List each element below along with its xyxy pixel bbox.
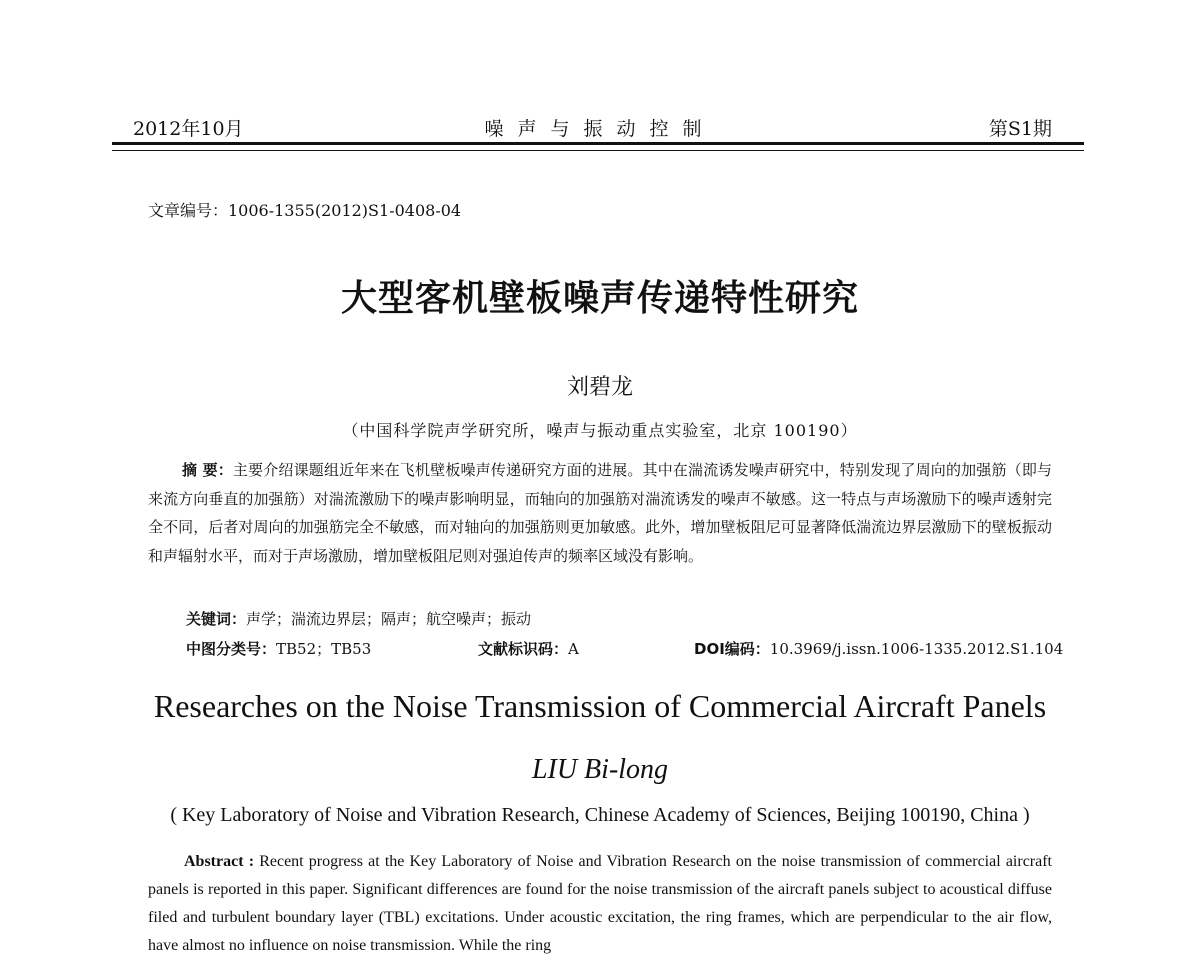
chinese-abstract-label: 摘 要： — [182, 461, 233, 479]
keywords-label: 关键词： — [186, 610, 247, 628]
chinese-keywords — [186, 608, 531, 629]
english-affiliation: ( Key Laboratory of Noise and Vibration Research, Chinese Academy of Sciences, Beijing 100190, China ) — [170, 804, 1030, 826]
chinese-title: 大型客机壁板噪声传递特性研究 — [340, 278, 859, 319]
english-abstract — [148, 848, 1052, 960]
article-number: 文章编号：1006-1355(2012)S1-0408-04 — [148, 201, 462, 220]
header-journal-title: 噪声与振动控制 — [484, 118, 716, 140]
doi-label: DOI编码： — [694, 640, 770, 658]
document-code — [478, 638, 579, 659]
classification-label: 中图分类号： — [186, 640, 277, 658]
chinese-affiliation: （中国科学院声学研究所，噪声与振动重点实验室，北京 100190） — [342, 421, 858, 440]
header-rule-thin — [112, 150, 1084, 151]
english-abstract-label: Abstract : — [184, 853, 255, 870]
header-rule-thick — [112, 142, 1084, 145]
chinese-abstract — [148, 456, 1052, 570]
classification-value: TB52；TB53 — [276, 640, 372, 658]
chinese-author: 刘碧龙 — [566, 375, 633, 400]
english-abstract-text: Recent progress at the Key Laboratory of Noise and Vibration Research on the noise transmission of commercial aircraft panels is reported in this paper. Significant differences are found for the noise transmission of the aircraft panels subject to acoustical diffuse filed and turbulent boundary layer (TBL) excitations. Under acoustic excitation, the ring frames, which are perpendicular to the air flow, have almost no influence on noise transmission. While the ring — [148, 853, 1052, 954]
document-code-value: A — [568, 640, 579, 658]
header-date: 2012年10月 — [133, 118, 244, 140]
english-author: LIU Bi-long — [531, 754, 669, 785]
classification-number — [186, 638, 371, 659]
chinese-abstract-text: 主要介绍课题组近年来在飞机壁板噪声传递研究方面的进展。其中在湍流诱发噪声研究中，特别发现了周向的加强筋（即与来流方向垂直的加强筋）对湍流激励下的噪声影响明显，而轴向的加强筋对湍流诱发的噪声不敏感。这一特点与声场激励下的噪声透射完全不同，后者对周向的加强筋完全不敏感，而对轴向的加强筋则更加敏感。此外，增加壁板阻尼可显著降低湍流边界层激励下的壁板振动和声辐射水平，而对于声场激励，增加壁板阻尼则对强迫传声的频率区域没有影响。 — [148, 461, 1052, 565]
keywords-value: 声学；湍流边界层；隔声；航空噪声；振动 — [246, 610, 532, 628]
english-title: Researches on the Noise Transmission of Commercial Aircraft Panels — [153, 688, 1047, 724]
doi — [694, 638, 1063, 659]
document-code-label: 文献标识码： — [478, 640, 569, 658]
header-issue: 第S1期 — [988, 118, 1052, 140]
doi-value: 10.3969/j.issn.1006-1335.2012.S1.104 — [769, 640, 1064, 658]
